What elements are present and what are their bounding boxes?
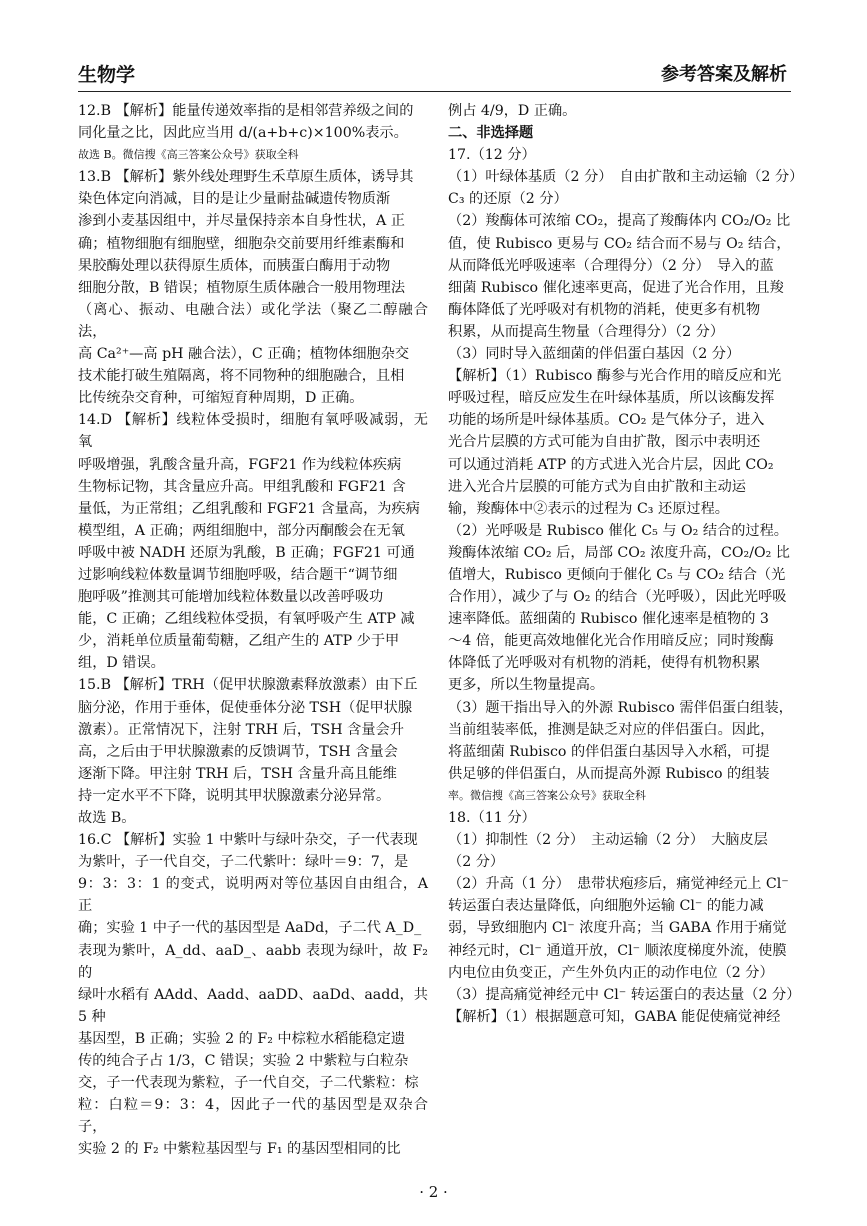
text-line: 逐渐下降。甲注射 TRH 后，TSH 含量升高且能维: [78, 765, 397, 782]
text-line: （3）题干指出导入的外源 Rubisco 需伴侣蛋白组装，: [448, 699, 793, 716]
text-line: 12.B 【解析】能量传递效率指的是相邻营养级之间的: [78, 103, 414, 119]
text-line: 为紫叶，子一代自交，子二代紫叶：绿叶＝9：7，是: [78, 854, 409, 871]
text-line: （1）叶绿体基质（2 分） 自由扩散和主动运输（2 分）: [448, 169, 804, 186]
text-line: 将蓝细菌 Rubisco 的伴侣蛋白基因导入水稻，可提: [448, 743, 770, 760]
text-line: 可以通过消耗 ATP 的方式进入光合片层，因此 CO₂: [448, 456, 774, 473]
text-line: 少，消耗单位质量葡萄糖，乙组产生的 ATP 少于甲: [78, 633, 400, 650]
text-line: 实验 2 的 F₂ 中紫粒基因型与 F₁ 的基因型相同的比: [78, 1141, 401, 1158]
text-line: （3）提高痛觉神经元中 Cl⁻ 转运蛋白的表达量（2 分）: [448, 986, 801, 1003]
text-line: 体降低了光呼吸对有机物的消耗，使得有机物积累: [448, 655, 761, 672]
text-line: 细胞分散，B 错误；植物原生质体融合一般用物理法: [78, 279, 406, 296]
text-line: 呼吸中被 NADH 还原为乳酸，B 正确；FGF21 可通: [78, 544, 415, 561]
text-line: 渗到小麦基因组中，并尽量保持亲本自身性状，A 正: [78, 213, 405, 230]
text-line: 胞呼吸”推测其可能增加线粒体数量以改善呼吸功: [78, 589, 384, 606]
text-line: 脑分泌，作用于垂体，促使垂体分泌 TSH（促甲状腺: [78, 699, 413, 716]
text-line: 量低，为正常组；乙组乳酸和 FGF21 含量高，为疾病: [78, 500, 420, 517]
text-line: （2）光呼吸是 Rubisco 催化 C₅ 与 O₂ 结合的过程。: [448, 522, 788, 539]
text-line: 14.D 【解析】线粒体受损时，细胞有氧呼吸减弱，无氧: [78, 412, 428, 451]
text-line: 交，子一代表现为紫粒，子一代自交，子二代紫粒：棕: [78, 1075, 419, 1092]
text-line: 故选 B。: [78, 810, 136, 826]
text-line: 呼吸增强，乳酸含量升高，FGF21 作为线粒体疾病: [78, 456, 402, 473]
text-line: 染色体定向消减，目的是让少量耐盐碱遗传物质渐: [78, 191, 391, 208]
left-column: [78, 100, 433, 1161]
text-line: （2 分）: [448, 854, 505, 871]
text-line: C₃ 的还原（2 分）: [448, 191, 568, 208]
text-line: 持一定水平不下降，说明其甲状腺激素分泌异常。: [78, 787, 391, 804]
text-line: （3）同时导入蓝细菌的伴侣蛋白基因（2 分）: [448, 346, 741, 363]
page-number: · 2 ·: [419, 1183, 448, 1201]
text-line: 粒：白粒＝9：3：4，因此子一代的基因型是双杂合子，: [78, 1097, 428, 1136]
text-line: 高 Ca²⁺—高 pH 融合法），C 正确；植物体细胞杂交: [78, 346, 410, 363]
text-line: 功能的场所是叶绿体基质。CO₂ 是气体分子，进入: [448, 412, 765, 429]
header-subject: 生物学: [78, 64, 136, 86]
text-line: 表现为紫叶，A_dd、aaD_、aabb 表现为绿叶，故 F₂ 的: [78, 942, 433, 981]
text-line: 果胶酶处理以获得原生质体，而胰蛋白酶用于动物: [78, 257, 391, 274]
text-line: 进入光合片层膜的可能方式为自由扩散和主动运: [448, 478, 746, 495]
text-line: 18.（11 分）: [448, 810, 536, 826]
text-line: 绿叶水稻有 AAdd、Aadd、aaDD、aaDd、aadd，共 5 种: [78, 986, 433, 1025]
text-line: 值增大，Rubisco 更倾向于催化 C₅ 与 CO₂ 结合（光: [448, 566, 786, 583]
text-line: 激素）。正常情况下，注射 TRH 后，TSH 含量会升: [78, 721, 404, 738]
text-line: （2）升高（1 分） 患带状疱疹后，痛觉神经元上 Cl⁻: [448, 876, 789, 893]
text-line: 过影响线粒体数量调节细胞呼吸，结合题干“调节细: [78, 566, 398, 583]
text-line: 转运蛋白表达量降低，向细胞外运输 Cl⁻ 的能力减: [448, 898, 764, 915]
text-line: 15.B 【解析】TRH（促甲状腺激素释放激素）由下丘: [78, 677, 418, 694]
text-line: 确；实验 1 中子一代的基因型是 AaDd，子二代 A_D_: [78, 920, 422, 937]
text-line: 呼吸过程，暗反应发生在叶绿体基质，所以该酶发挥: [448, 390, 775, 407]
text-line: 能，C 正确；乙组线粒体受损，有氧呼吸产生 ATP 减: [78, 611, 415, 628]
text-line: （1）抑制性（2 分） 主动运输（2 分） 大脑皮层: [448, 832, 768, 849]
text-line: 17.（12 分）: [448, 147, 536, 164]
text-line: 细菌 Rubisco 催化速率更高，促进了光合作用，且羧: [448, 279, 784, 296]
text-line: 内电位由负变正，产生外负内正的动作电位（2 分）: [448, 964, 774, 981]
text-line: 输，羧酶体中②表示的过程为 C₃ 还原过程。: [448, 500, 729, 517]
text-line: 酶体降低了光呼吸对有机物的消耗，使更多有机物: [448, 301, 761, 318]
text-line: 合作用），减少了与 O₂ 的结合（光呼吸），因此光呼吸: [448, 589, 787, 606]
text-line: 羧酶体浓缩 CO₂ 后，局部 CO₂ 浓度升高，CO₂/O₂ 比: [448, 544, 790, 561]
text-line: 更多，所以生物量提高。: [448, 677, 605, 694]
text-line: 技术能打破生殖隔离，将不同物种的细胞融合，且相: [78, 368, 405, 385]
right-column: [448, 100, 804, 1028]
text-line: 基因型，B 正确；实验 2 的 F₂ 中棕粒水稻能稳定遗: [78, 1030, 406, 1047]
text-line: 传的纯合子占 1/3，C 错误；实验 2 中紫粒与白粒杂: [78, 1053, 409, 1070]
text-line: 16.C 【解析】实验 1 中紫叶与绿叶杂交，子一代表现: [78, 832, 418, 849]
text-line: 故选 B。微信搜《高三答案公众号》获取全科: [78, 148, 299, 162]
text-line: 神经元时，Cl⁻ 通道开放，Cl⁻ 顺浓度梯度外流，使膜: [448, 942, 787, 959]
text-line: 从而降低光呼吸速率（合理得分）（2 分） 导入的蓝: [448, 257, 774, 274]
text-line: 积累，从而提高生物量（合理得分）（2 分）: [448, 323, 725, 340]
text-line: 同化量之比，因此应当用 d/(a+b+c)×100%表示。: [78, 125, 408, 142]
header-rule: [78, 91, 791, 92]
text-line: 二、非选择题: [448, 125, 534, 142]
text-line: 供足够的伴侣蛋白，从而提高外源 Rubisco 的组装: [448, 765, 770, 782]
text-line: 9：3：3：1 的变式，说明两对等位基因自由组合，A 正: [78, 876, 433, 915]
text-line: 值，使 Rubisco 更易与 CO₂ 结合而不易与 O₂ 结合，: [448, 235, 791, 252]
text-line: 生物标记物，其含量应升高。甲组乳酸和 FGF21 含: [78, 478, 406, 495]
text-line: 确；植物细胞有细胞壁，细胞杂交前要用纤维素酶和: [78, 235, 405, 252]
text-line: 组，D 错误。: [78, 655, 165, 672]
text-line: 弱，导致细胞内 Cl⁻ 浓度升高；当 GABA 作用于痛觉: [448, 920, 787, 937]
text-line: 模型组，A 正确；两组细胞中，部分丙酮酸会在无氧: [78, 522, 405, 539]
text-line: 13.B 【解析】紫外线处理野生禾草原生质体，诱导其: [78, 169, 414, 186]
header-section: 参考答案及解析: [661, 64, 787, 85]
text-line: 高，之后由于甲状腺激素的反馈调节，TSH 含量会: [78, 743, 398, 760]
text-line: （离心、振动、电融合法）或化学法（聚乙二醇融合法，: [78, 301, 428, 340]
text-line: 例占 4/9，D 正确。: [448, 103, 577, 119]
text-line: （2）羧酶体可浓缩 CO₂，提高了羧酶体内 CO₂/O₂ 比: [448, 213, 791, 230]
text-line: 【解析】（1）根据题意可知，GABA 能促使痛觉神经: [448, 1008, 781, 1025]
text-line: ～4 倍，能更高效地催化光合作用暗反应；同时羧酶: [448, 633, 774, 650]
text-line: 率。微信搜《高三答案公众号》获取全科: [448, 788, 646, 802]
text-line: 速率降低。蓝细菌的 Rubisco 催化速率是植物的 3: [448, 611, 769, 628]
text-line: 【解析】（1）Rubisco 酶参与光合作用的暗反应和光: [448, 368, 782, 385]
text-line: 当前组装率低，推测是缺乏对应的伴侣蛋白。因此，: [448, 721, 775, 738]
text-line: 光合片层膜的方式可能为自由扩散，图示中表明还: [448, 434, 761, 451]
text-line: 比传统杂交育种，可缩短育种周期，D 正确。: [78, 390, 364, 407]
